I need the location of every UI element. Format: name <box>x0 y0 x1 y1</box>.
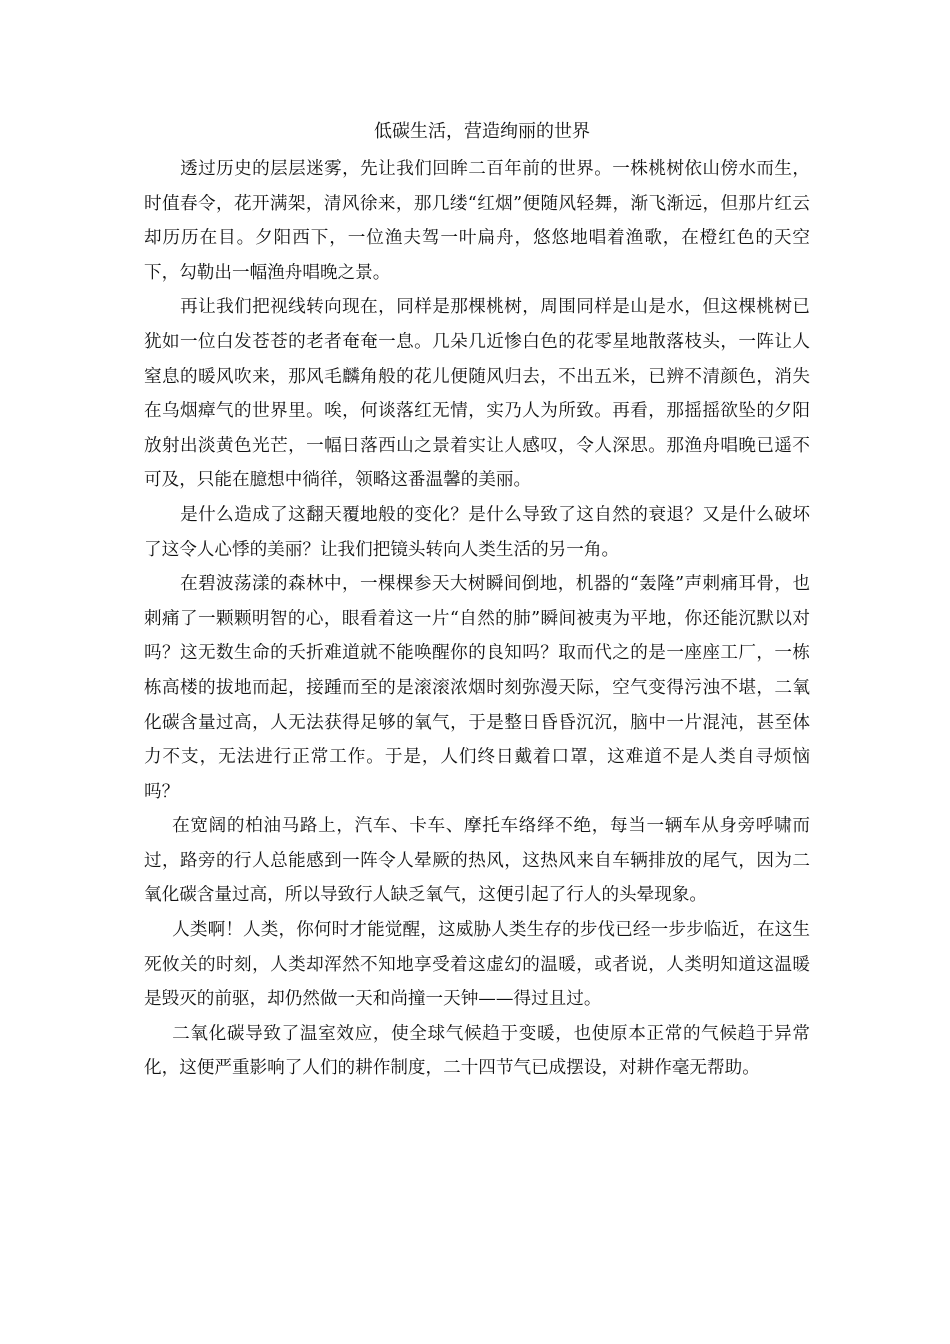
document-body <box>144 114 810 1086</box>
paragraph-6: 人类啊！人类，你何时才能觉醒，这威胁人类生存的步伐已经一步步临近，在这生死攸关的时刻，人类却浑然不知地享受着这虚幻的温暖，或者说，人类明知道这温暖是毁灭的前驱，却仍然做一天和尚撞一天钟——得过且过。 <box>144 920 810 1010</box>
paragraph-7: 二氧化碳导致了温室效应，使全球气候趋于变暖，也使原本正常的气候趋于异常化，这便严重影响了人们的耕作制度，二十四节气已成摆设，对耕作毫无帮助。 <box>144 1023 810 1079</box>
document-title: 低碳生活，营造绚丽的世界 <box>374 121 590 142</box>
paragraph-4: 在碧波荡漾的森林中，一棵棵参天大树瞬间倒地，机器的“轰隆”声刺痛耳骨，也刺痛了一颗颗明智的心，眼看着这一片“自然的肺”瞬间被夷为平地，你还能沉默以对吗？这无数生命的夭折难道就不能唤醒你的良知吗？取而代之的是一座座工厂，一栋栋高楼的拔地而起，接踵而至的是滚滚浓烟时刻弥漫天际，空气变得污浊不堪，二氧化碳含量过高，人无法获得足够的氧气，于是整日昏昏沉沉，脑中一片混沌，甚至体力不支，无法进行正常工作。于是，人们终日戴着口罩，这难道不是人类自寻烦恼吗？ <box>144 574 810 802</box>
paragraph-2: 再让我们把视线转向现在，同样是那棵桃树，周围同样是山是水，但这棵桃树已犹如一位白发苍苍的老者奄奄一息。几朵几近惨白色的花零星地散落枝头，一阵让人窒息的暖风吹来，那风毛麟角般的花儿便随风归去，不出五米，已辨不清颜色，消失在乌烟瘴气的世界里。唉，何谈落红无情，实乃人为所致。再看，那摇摇欲坠的夕阳放射出淡黄色光芒，一幅日落西山之景着实让人感叹，令人深思。那渔舟唱晚已遥不可及，只能在臆想中徜徉，领略这番温馨的美丽。 <box>144 297 810 491</box>
paragraph-3: 是什么造成了这翻天覆地般的变化？是什么导致了这自然的衰退？又是什么破坏了这令人心悸的美丽？让我们把镜头转向人类生活的另一角。 <box>144 504 810 560</box>
paragraph-1: 透过历史的层层迷雾，先让我们回眸二百年前的世界。一株桃树依山傍水而生，时值春令，花开满架，清风徐来，那几缕“红烟”便随风轻舞，渐飞渐远，但那片红云却历历在目。夕阳西下，一位渔夫驾一叶扁舟，悠悠地唱着渔歌，在橙红色的天空下，勾勒出一幅渔舟唱晚之景。 <box>144 159 810 283</box>
paragraph-5: 在宽阔的柏油马路上，汽车、卡车、摩托车络绎不绝，每当一辆车从身旁呼啸而过，路旁的行人总能感到一阵令人晕厥的热风，这热风来自车辆排放的尾气，因为二氧化碳含量过高，所以导致行人缺乏氧气，这便引起了行人的头晕现象。 <box>144 816 810 906</box>
